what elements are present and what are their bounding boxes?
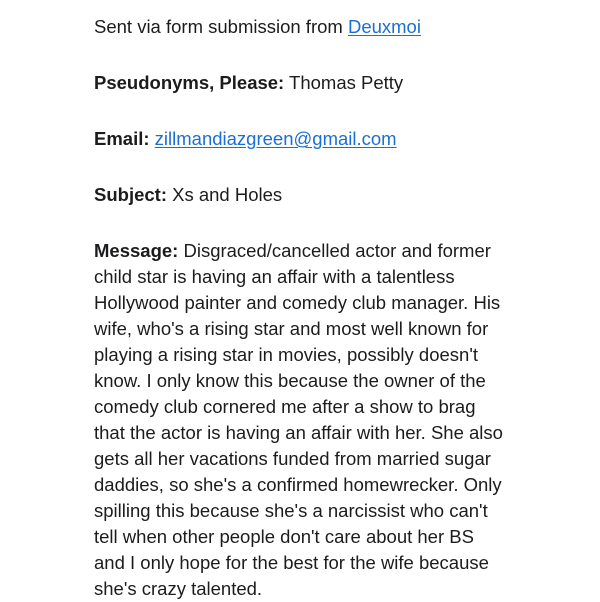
message-line: and I only hope for the best for the wife because	[94, 552, 489, 573]
message-line: comedy club cornered me after a show to brag	[94, 396, 476, 417]
message-line-text: Disgraced/cancelled actor and former	[178, 240, 491, 261]
message-line: she's crazy talented.	[94, 578, 263, 599]
message-line: know. I only know this because the owner of the	[94, 370, 486, 391]
pseudonym-label: Pseudonyms, Please:	[94, 72, 285, 93]
message-field	[94, 238, 514, 602]
deuxmoi-link[interactable]: Deuxmoi	[347, 16, 421, 37]
email-field	[94, 126, 594, 152]
message-line: that the actor is having an affair with her. She also	[94, 422, 503, 443]
message-line: Hollywood painter and comedy club manager. His	[94, 292, 501, 313]
message-line: playing a rising star in movies, possibly doesn't	[94, 344, 478, 365]
email-body	[94, 14, 594, 602]
message-line: gets all her vacations funded from married sugar	[94, 448, 491, 469]
intro-text: Sent via form submission from	[94, 16, 348, 37]
message-label: Message:	[94, 240, 179, 261]
pseudonym-field	[94, 70, 594, 96]
email-label: Email:	[94, 128, 150, 149]
subject-label: Subject:	[94, 184, 167, 205]
email-link[interactable]: zillmandiazgreen@gmail.com	[154, 128, 397, 149]
message-line: wife, who's a rising star and most well known for	[94, 318, 489, 339]
message-line	[94, 238, 514, 264]
subject-value: Xs and Holes	[166, 184, 283, 205]
message-line: daddies, so she's a confirmed homewrecker. Only	[94, 474, 502, 495]
intro-line	[94, 14, 594, 40]
subject-field	[94, 182, 594, 208]
message-line: spilling this because she's a narcissist who can't	[94, 500, 488, 521]
message-line: child star is having an affair with a talentless	[94, 266, 455, 287]
message-line: tell when other people don't care about her BS	[94, 526, 474, 547]
pseudonym-value: Thomas Petty	[284, 72, 404, 93]
